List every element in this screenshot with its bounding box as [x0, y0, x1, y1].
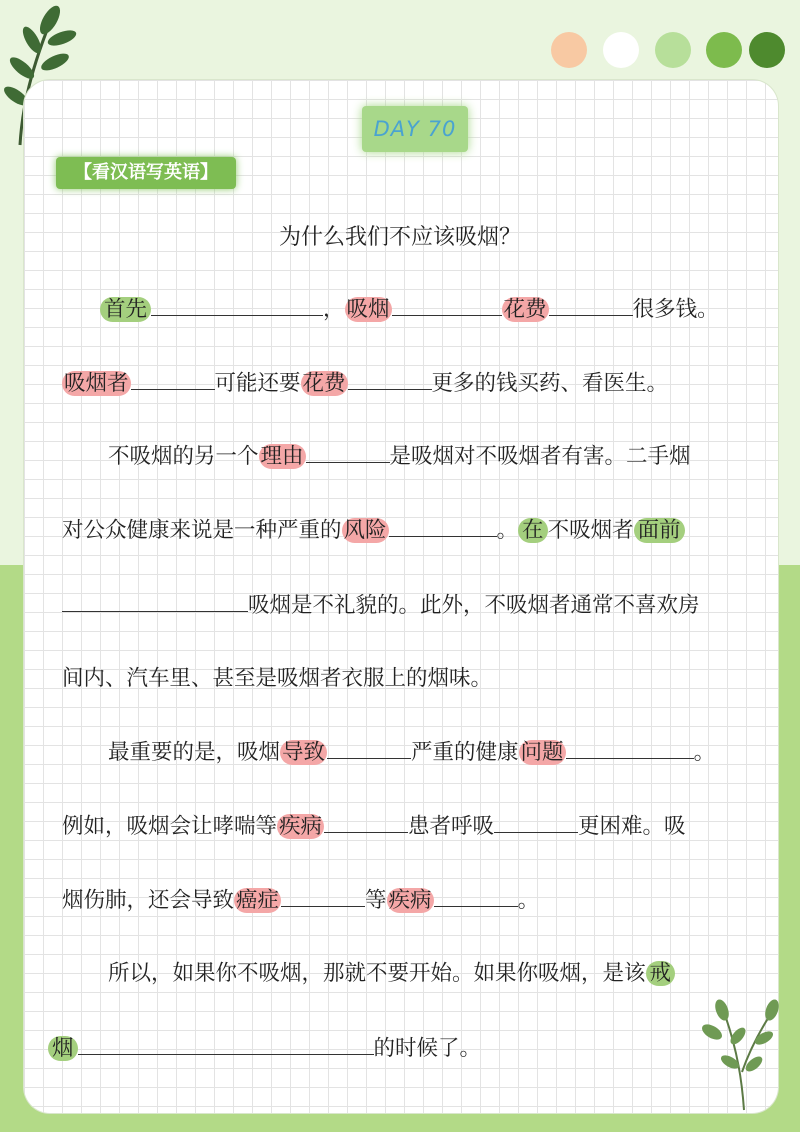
text-segment: 对公众健康来说是一种严重的	[62, 518, 342, 543]
highlight-word: 面前	[634, 518, 685, 543]
text-segment: 间内、汽车里、甚至是吸烟者衣服上的烟味。	[62, 666, 493, 691]
dot-white	[603, 32, 639, 68]
dot-light-green	[655, 32, 691, 68]
text-segment: 吸烟是不礼貌的。此外，不吸烟者通常不喜欢房	[248, 593, 700, 618]
text-segment: 的时候了。	[373, 1036, 482, 1061]
text-segment: 很多钱。	[632, 297, 719, 322]
highlight-word: 吸烟	[346, 297, 390, 322]
dot-peach	[551, 32, 587, 68]
text-segment: 不吸烟的另一个	[108, 444, 259, 469]
highlight-word: 问题	[520, 740, 564, 765]
highlight-word: 疾病	[388, 888, 432, 913]
answer-blank[interactable]	[306, 440, 390, 463]
answer-blank[interactable]	[78, 1032, 374, 1055]
answer-blank[interactable]	[131, 367, 215, 390]
answer-blank[interactable]	[281, 884, 365, 907]
answer-blank[interactable]	[566, 736, 694, 759]
answer-blank[interactable]	[151, 293, 323, 316]
highlight-word: 烟	[48, 1036, 78, 1061]
text-segment: 不吸烟者	[547, 518, 634, 543]
highlight-word: 导致	[282, 740, 326, 765]
text-line-1	[100, 293, 719, 325]
highlight-word: 理由	[260, 444, 304, 469]
answer-blank[interactable]	[324, 810, 408, 833]
dot-green	[706, 32, 742, 68]
highlight-word: 疾病	[279, 814, 323, 839]
text-line-10	[108, 958, 675, 990]
plant-sprig-icon	[694, 992, 784, 1112]
highlight-word: 花费	[302, 371, 346, 396]
text-line-6	[62, 663, 492, 695]
answer-blank[interactable]	[549, 293, 633, 316]
text-line-2	[62, 367, 668, 399]
text-segment: 。	[496, 518, 519, 543]
dot-dark-green	[749, 32, 785, 68]
highlight-word: 吸烟者	[64, 371, 129, 396]
text-segment: 。	[517, 888, 540, 913]
text-segment: 最重要的是，吸烟	[108, 740, 281, 765]
text-segment: ，	[323, 297, 345, 322]
text-line-3	[108, 440, 691, 472]
text-line-7	[108, 736, 715, 768]
text-segment: 烟伤肺，还会导致	[62, 888, 235, 913]
answer-blank[interactable]	[62, 589, 248, 612]
text-segment: 更困难。吸	[578, 814, 686, 839]
answer-blank[interactable]	[389, 514, 497, 537]
day-label: DAY 70	[362, 106, 468, 152]
text-segment: 严重的健康	[411, 740, 519, 765]
text-segment: 更多的钱买药、看医生。	[431, 371, 669, 396]
highlight-word: 在	[518, 518, 548, 543]
text-segment: 。	[693, 740, 716, 765]
text-line-8	[62, 810, 686, 842]
text-line-11	[48, 1032, 481, 1064]
text-segment: 患者呼吸	[408, 814, 495, 839]
answer-blank[interactable]	[494, 810, 578, 833]
answer-blank[interactable]	[327, 736, 411, 759]
highlight-word: 花费	[503, 297, 547, 322]
highlight-word: 风险	[343, 518, 387, 543]
text-line-5	[62, 589, 700, 621]
text-segment: 所以，如果你不吸烟，那就不要开始。如果你吸烟，是该	[108, 961, 646, 986]
text-segment: 是吸烟对不吸烟者有害。二手烟	[389, 444, 691, 469]
text-line-9	[62, 884, 539, 916]
answer-blank[interactable]	[434, 884, 518, 907]
text-segment: 可能还要	[214, 371, 301, 396]
highlight-word: 首先	[100, 297, 151, 322]
text-line-4	[62, 514, 685, 546]
answer-blank[interactable]	[392, 293, 502, 316]
answer-blank[interactable]	[348, 367, 432, 390]
highlight-word: 癌症	[236, 888, 280, 913]
text-segment: 例如，吸烟会让哮喘等	[62, 814, 278, 839]
highlight-word: 戒	[646, 961, 676, 986]
article-title: 为什么我们不应该吸烟？	[278, 225, 521, 250]
text-segment: 等	[365, 888, 387, 913]
section-tag: 【看汉语写英语】	[56, 157, 236, 189]
